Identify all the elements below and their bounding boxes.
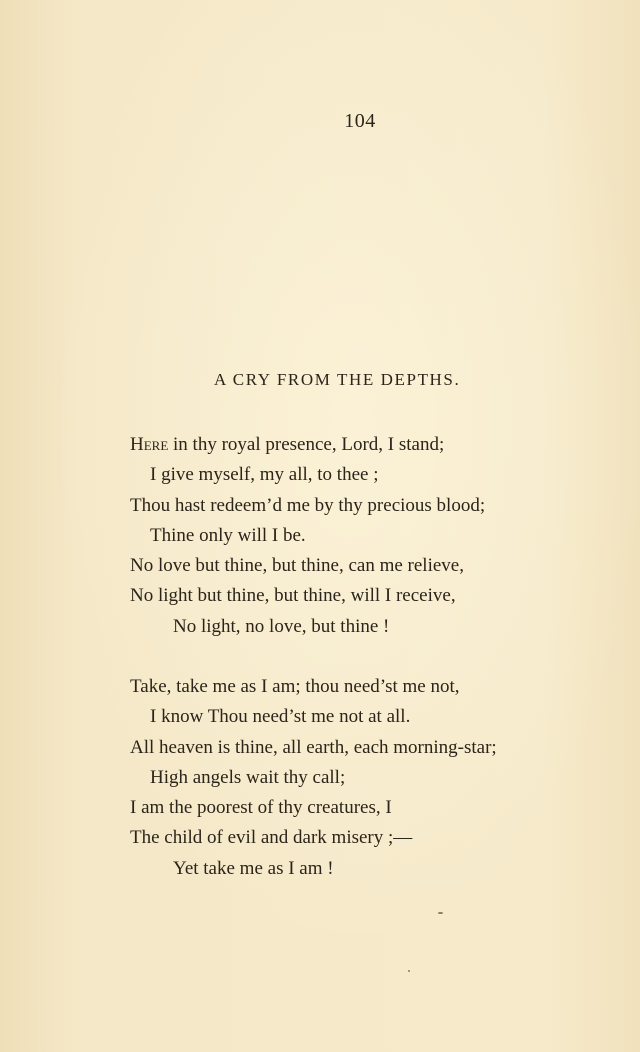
poem-line: No love but thine, but thine, can me relieve,: [130, 555, 464, 577]
poem-line: No light, no love, but thine !: [173, 615, 390, 637]
poem-line: I know Thou need’st me not at all.: [150, 706, 411, 728]
drop-word: Here: [130, 434, 169, 455]
stanza-1: [130, 430, 485, 642]
poem-line: No light but thine, but thine, will I receive,: [130, 585, 456, 607]
ink-speck: [408, 970, 410, 972]
stanza-2: [130, 672, 497, 884]
poem-line: High angels wait thy call;: [150, 766, 346, 788]
poem-line: [130, 430, 485, 460]
page-number: 104: [344, 110, 376, 132]
poem-line: Yet take me as I am !: [173, 857, 334, 879]
poem-line: Thou hast redeem’d me by thy precious blood;: [130, 494, 486, 516]
poem-line: I give myself, my all, to thee ;: [150, 464, 379, 486]
ink-speck: [438, 912, 443, 914]
poem-line: Take, take me as I am; thou need’st me not,: [130, 676, 460, 697]
line-text: in thy royal presence, Lord, I stand;: [168, 434, 445, 455]
poem-line: I am the poorest of thy creatures, I: [130, 797, 392, 819]
show-through-texture: [486, 110, 640, 710]
poem-line: Thine only will I be.: [150, 524, 306, 546]
poem-line: The child of evil and dark misery ;—: [130, 827, 413, 849]
poem-line: All heaven is thine, all earth, each morning-star;: [130, 736, 497, 758]
poem-title: A CRY FROM THE DEPTHS.: [214, 370, 461, 389]
